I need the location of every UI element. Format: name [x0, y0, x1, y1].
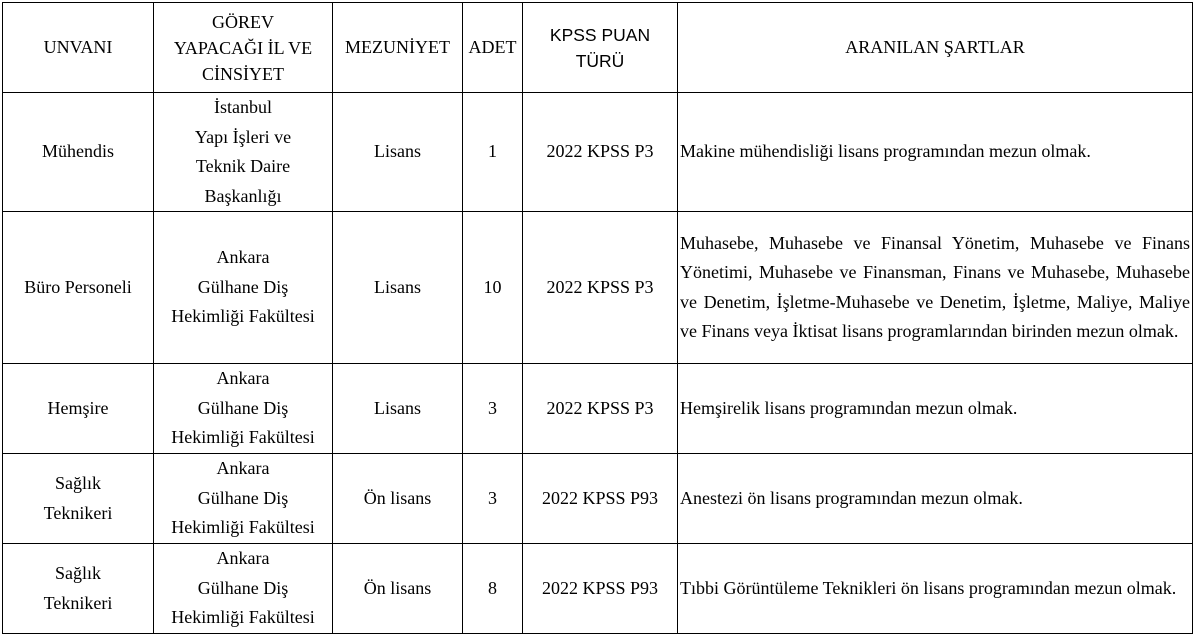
cell-sartlar: Tıbbi Görüntüleme Teknikleri ön lisans programından mezun olmak. [678, 544, 1193, 634]
table-row [3, 212, 1193, 364]
cell-il: İstanbul Yapı İşleri ve Teknik Daire Başkanlığı [154, 93, 333, 212]
cell-adet: 1 [463, 93, 523, 212]
header-row [3, 3, 1193, 93]
cell-sartlar: Makine mühendisliği lisans programından mezun olmak. [678, 93, 1193, 212]
cell-unvan: Sağlık Teknikeri [3, 544, 154, 634]
header-sartlar: ARANILAN ŞARTLAR [678, 3, 1193, 93]
cell-mezuniyet: Ön lisans [333, 544, 463, 634]
cell-unvan: Sağlık Teknikeri [3, 454, 154, 544]
cell-il: Ankara Gülhane Diş Hekimliği Fakültesi [154, 212, 333, 364]
cell-mezuniyet: Lisans [333, 212, 463, 364]
cell-kpss: 2022 KPSS P93 [523, 454, 678, 544]
table-row [3, 454, 1193, 544]
header-unvan: UNVANI [3, 3, 154, 93]
cell-mezuniyet: Lisans [333, 364, 463, 454]
header-adet: ADET [463, 3, 523, 93]
cell-unvan: Büro Personeli [3, 212, 154, 364]
header-gorev-il: GÖREV YAPACAĞI İL VE CİNSİYET [154, 3, 333, 93]
cell-sartlar: Hemşirelik lisans programından mezun olmak. [678, 364, 1193, 454]
cell-il: Ankara Gülhane Diş Hekimliği Fakültesi [154, 544, 333, 634]
table-row [3, 364, 1193, 454]
cell-adet: 10 [463, 212, 523, 364]
cell-sartlar: Muhasebe, Muhasebe ve Finansal Yönetim, Muhasebe ve Finans Yönetimi, Muhasebe ve Finansman, Finans ve Muhasebe, Muhasebe ve Denetim, İşletme-Muhasebe ve Denetim, İşletme, Maliye, Maliye ve Finans veya İktisat lisans programlarından birinden mezun olmak. [678, 212, 1193, 364]
cell-il: Ankara Gülhane Diş Hekimliği Fakültesi [154, 364, 333, 454]
job-table [2, 2, 1193, 634]
cell-adet: 8 [463, 544, 523, 634]
cell-mezuniyet: Lisans [333, 93, 463, 212]
cell-adet: 3 [463, 454, 523, 544]
cell-adet: 3 [463, 364, 523, 454]
table-row [3, 93, 1193, 212]
cell-kpss: 2022 KPSS P3 [523, 93, 678, 212]
cell-sartlar: Anestezi ön lisans programından mezun olmak. [678, 454, 1193, 544]
cell-unvan: Hemşire [3, 364, 154, 454]
cell-kpss: 2022 KPSS P3 [523, 364, 678, 454]
cell-unvan: Mühendis [3, 93, 154, 212]
cell-il: Ankara Gülhane Diş Hekimliği Fakültesi [154, 454, 333, 544]
cell-kpss: 2022 KPSS P3 [523, 212, 678, 364]
table-row [3, 544, 1193, 634]
cell-mezuniyet: Ön lisans [333, 454, 463, 544]
header-mezuniyet: MEZUNİYET [333, 3, 463, 93]
cell-kpss: 2022 KPSS P93 [523, 544, 678, 634]
header-kpss: KPSS PUAN TÜRÜ [523, 3, 678, 93]
